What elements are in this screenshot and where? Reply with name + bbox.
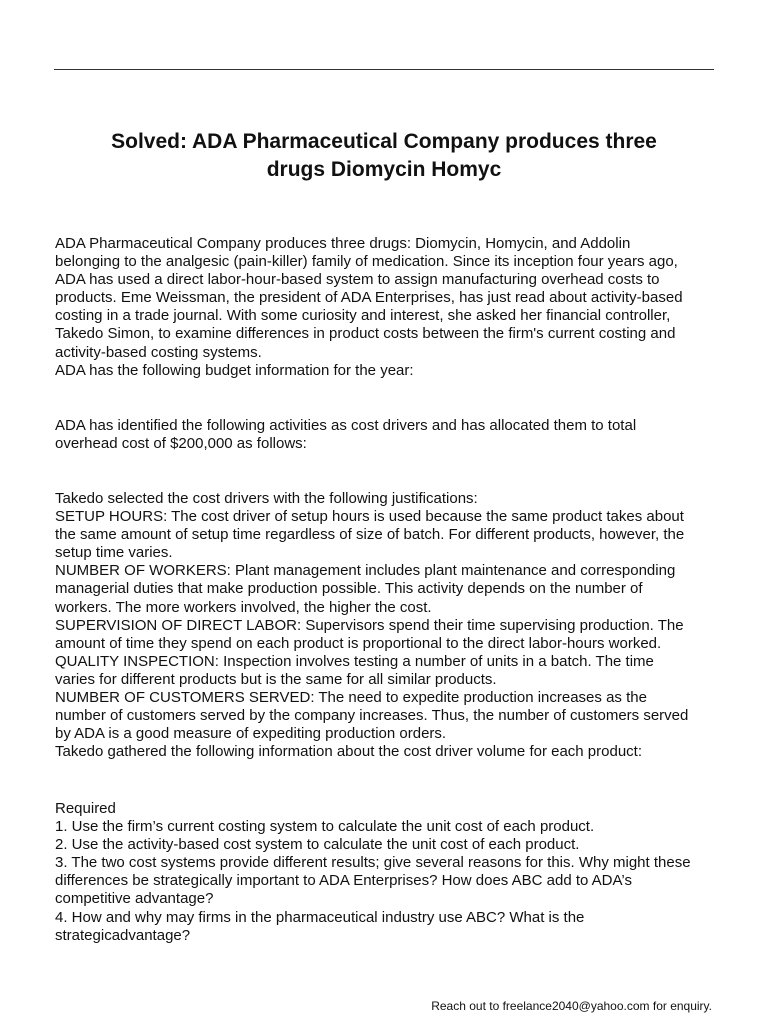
- page-title-line: Solved: ADA Pharmaceutical Company produces three: [111, 130, 657, 153]
- question-item: differences be strategically important to ADA Enterprises? How does ABC add to ADA’s: [55, 872, 632, 890]
- text-line: NUMBER OF CUSTOMERS SERVED: The need to expedite production increases as the: [55, 689, 647, 707]
- page-title: [54, 128, 714, 184]
- text-line: ADA Pharmaceutical Company produces three drugs: Diomycin, Homycin, and Addolin: [55, 235, 631, 252]
- text-line: varies for different products but is the same for all similar products.: [55, 670, 497, 688]
- question-item: competitive advantage?: [55, 890, 214, 908]
- activities-paragraph: [55, 417, 723, 453]
- question-item: 4. How and why may firms in the pharmaceutical industry use ABC? What is the: [55, 908, 585, 926]
- text-line: workers. The more workers involved, the higher the cost.: [55, 598, 432, 616]
- text-line: overhead cost of $200,000 as follows:: [55, 435, 307, 453]
- text-line: setup time varies.: [55, 544, 173, 562]
- text-line: Takedo gathered the following information about the cost driver volume for each product:: [55, 743, 643, 761]
- text-line: activity-based costing systems.: [55, 343, 262, 361]
- text-line: products. Eme Weissman, the president of ADA Enterprises, has just read about activity-based: [55, 289, 683, 307]
- header-divider: [54, 69, 714, 70]
- text-line: the same amount of setup time regardless of size of batch. For different products, however, the: [55, 526, 685, 544]
- text-line: Takedo selected the cost drivers with the following justifications:: [55, 490, 478, 507]
- page-title-line: drugs Diomycin Homyc: [266, 158, 502, 181]
- section-heading: Required: [55, 800, 116, 817]
- intro-paragraph: [55, 235, 723, 380]
- text-line: ADA has used a direct labor-hour-based system to assign manufacturing overhead costs to: [55, 271, 660, 289]
- text-line: by ADA is a good measure of expediting production orders.: [55, 725, 447, 743]
- text-line: belonging to the analgesic (pain-killer) family of medication. Since its inception four years ago,: [55, 253, 678, 271]
- cost-drivers-paragraph: [55, 490, 723, 761]
- text-line: ADA has identified the following activities as cost drivers and has allocated them to total: [55, 417, 637, 434]
- text-line: SUPERVISION OF DIRECT LABOR: Supervisors spend their time supervising production. The: [55, 616, 684, 634]
- text-line: number of customers served by the company increases. Thus, the number of customers served: [55, 707, 689, 725]
- required-section: [55, 800, 723, 945]
- question-item: 3. The two cost systems provide different results; give several reasons for this. Why might these: [55, 854, 691, 872]
- text-line: managerial duties that make production possible. This activity depends on the number of: [55, 580, 643, 598]
- text-line: costing in a trade journal. With some curiosity and interest, she asked her financial controller,: [55, 307, 671, 325]
- footer-contact: Reach out to freelance2040@yahoo.com for enquiry.: [431, 999, 712, 1013]
- question-item: 1. Use the firm’s current costing system to calculate the unit cost of each product.: [55, 818, 595, 836]
- text-line: NUMBER OF WORKERS: Plant management includes plant maintenance and corresponding: [55, 562, 676, 580]
- text-line: Takedo Simon, to examine differences in product costs between the firm's current costing and: [55, 325, 676, 343]
- text-line: amount of time they spend on each product is proportional to the direct labor-hours worked.: [55, 634, 662, 652]
- text-line: QUALITY INSPECTION: Inspection involves testing a number of units in a batch. The time: [55, 652, 654, 670]
- text-line: ADA has the following budget information for the year:: [55, 361, 414, 379]
- question-item: strategicadvantage?: [55, 926, 191, 944]
- text-line: SETUP HOURS: The cost driver of setup hours is used because the same product takes about: [55, 508, 684, 526]
- question-item: 2. Use the activity-based cost system to calculate the unit cost of each product.: [55, 836, 580, 854]
